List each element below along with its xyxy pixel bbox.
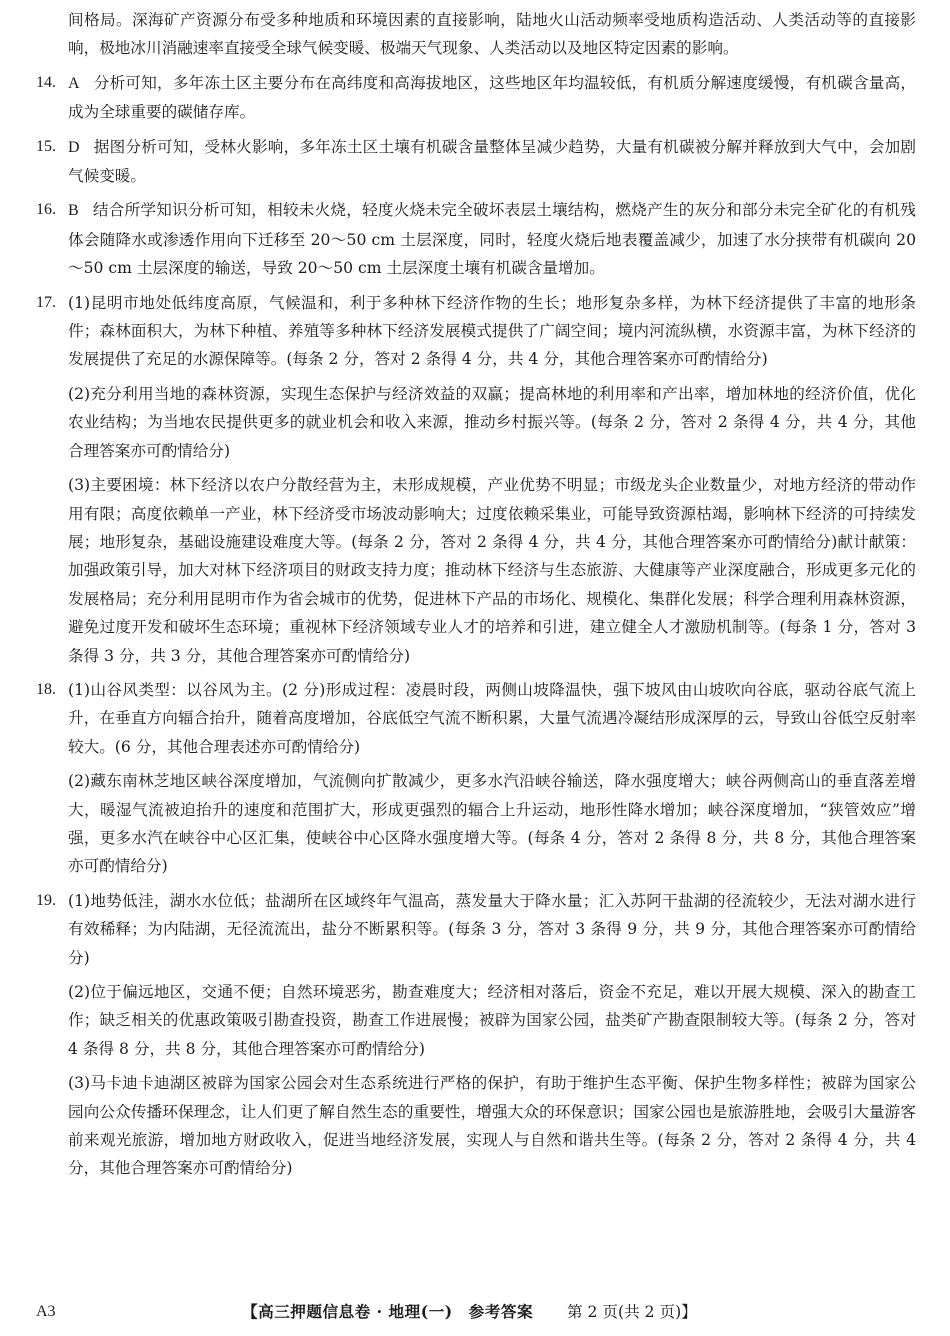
question-number: 15. (36, 137, 56, 155)
footer-title: 【高三押题信息卷 · 地理(一) 参考答案 (242, 1302, 534, 1321)
answer-content (36, 6, 916, 1189)
sub-answer-2: (2)位于偏远地区，交通不便；自然环境恶劣，勘查难度大；经济相对落后，资金不充足，难以开展大规模、深入的勘查工作；缺乏相关的优惠政策吸引勘查投资，勘查工作进展慢；被辟为国家公园，盐类矿产勘查限制较大等。(每条 2 分，答对 4 条得 8 分，共 8 分，其他合理答案亦可酌情给分) (68, 983, 916, 1058)
page-footer (36, 1298, 916, 1322)
answer-text (68, 69, 916, 127)
sub-answer-3: (3)马卡迪卡迪湖区被辟为国家公园会对生态系统进行严格的保护，有助于维护生态平衡、保护生物多样性；被辟为国家公园向公众传播环保理念，让人们更了解自然生态的重要性，增强大众的环保意识；国家公园也是旅游胜地，会吸引大量游客前来观光旅游，增加地方财政收入，促进当地经济发展，实现人与自然和谐共生等。(每条 2 分，答对 2 条得 4 分，共 4 分，其他合理答案亦可酌情给分) (68, 1074, 916, 1178)
answer-text (68, 196, 916, 282)
question-number: 14. (36, 73, 56, 91)
sub-answer-1: (1)地势低洼，湖水水位低；盐湖所在区域终年气温高，蒸发量大于降水量；汇入苏阿干盐湖的径流较少，无法对湖水进行有效稀释；为内陆湖，无径流流出，盐分不断累积等。(每条 3 分，答对 3 条得 9 分，共 9 分，其他合理答案亦可酌情给分) (68, 891, 916, 967)
answer-choice: D (68, 138, 80, 156)
question-18 (36, 676, 916, 881)
question-number: 16. (36, 201, 56, 219)
sub-answer-1: (1)昆明市地处低纬度高原，气候温和，利于多种林下经济作物的生长；地形复杂多样，为林下经济提供了丰富的地形条件；森林面积大，为林下种植、养殖等多种林下经济发展模式提供了广阔空间；境内河流纵横，水资源丰富，为林下经济的发展提供了充足的水源保障等。(每条 2 分，答对 2 条得 4 分，共 4 分，其他合理答案亦可酌情给分) (68, 293, 916, 369)
question-15 (36, 133, 916, 191)
question-17 (36, 289, 916, 670)
question-number: 17. (36, 293, 56, 311)
sub-answer-2: (2)充分利用当地的森林资源，实现生态保护与经济效益的双赢；提高林地的利用率和产出率，增加林地的经济价值，优化农业结构；为当地农民提供更多的就业机会和收入来源，推动乡村振兴等。(每条 2 分，答对 2 条得 4 分，共 4 分，其他合理答案亦可酌情给分) (68, 384, 916, 460)
page-number: 第 2 页(共 2 页)】 (567, 1303, 697, 1321)
answer-text (68, 133, 916, 191)
sub-answer-2: (2)藏东南林芝地区峡谷深度增加，气流侧向扩散减少，更多水汽沿峡谷输送，降水强度增大；峡谷两侧高山的垂直落差增大，暖湿气流被迫抬升的速度和范围扩大，形成更强烈的辐合上升运动，地形性降水增加；峡谷深度增加，“狭管效应”增强，更多水汽在峡谷中心区汇集，使峡谷中心区降水强度增大等。(每条 4 分，答对 2 条得 8 分，共 8 分，其他合理答案亦可酌情给分) (68, 772, 916, 876)
explanation: 结合所学知识分析可知，相较未火烧，轻度火烧未完全破坏表层土壤结构，燃烧产生的灰分和部分未完全矿化的有机残体会随降水或渗透作用向下迁移至 20～50 cm 土层深度，同时，轻度火烧后地表覆盖减少，加速了水分挟带有机碳向 20～50 cm 土层深度的输送，导致 20～50 cm 土层深度土壤有机碳含量增加。 (68, 201, 916, 278)
question-number: 18. (36, 680, 56, 698)
explanation: 分析可知，多年冻土区主要分布在高纬度和高海拔地区，这些地区年均温较低，有机质分解速度缓慢，有机碳含量高，成为全球重要的碳储存库。 (68, 73, 916, 122)
explanation: 据图分析可知，受林火影响，多年冻土区土壤有机碳含量整体呈减少趋势，大量有机碳被分解并释放到大气中，会加剧气候变暖。 (68, 137, 916, 186)
sub-answer-3: (3)主要困境：林下经济以农户分散经营为主，未形成规模，产业优势不明显；市级龙头企业数量少，对地方经济的带动作用有限；高度依赖单一产业，林下经济受市场波动影响大；过度依赖采集业，可能导致资源枯竭，影响林下经济的可持续发展；地形复杂，基础设施建设难度大等。(每条 2 分，答对 2 条得 4 分，共 4 分，其他合理答案亦可酌情给分)献计献策：加强政策引导，加大对林下经济项目的财政支持力度；推动林下经济与生态旅游、大健康等产业深度融合，形成更多元化的发展格局；充分利用昆明市作为省会城市的优势，促进林下产品的市场化、规模化、集群化发展；科学合理利用森林资源，避免过度开发和破坏生态环境；重视林下经济领域专业人才的培养和引进，建立健全人才激励机制等。(每条 1 分，答对 3 条得 3 分，共 3 分，其他合理答案亦可酌情给分) (68, 476, 916, 665)
sub-answer-1: (1)山谷风类型：以谷风为主。(2 分)形成过程：凌晨时段，两侧山坡降温快，强下坡风由山坡吹向谷底，驱动谷底气流上升，在垂直方向辐合抬升，随着高度增加，谷底低空气流不断积累，大量气流遇冷凝结形成深厚的云，导致山谷低空反射率较大。(6 分，其他合理表述亦可酌情给分) (68, 680, 916, 756)
question-14 (36, 69, 916, 127)
answer-choice: B (68, 202, 79, 220)
paper-size-code: A3 (36, 1303, 56, 1320)
question-number: 19. (36, 891, 56, 909)
continued-paragraph: 间格局。深海矿产资源分布受多种地质和环境因素的直接影响，陆地火山活动频率受地质构造活动、人类活动等的直接影响，极地冰川消融速率直接受全球气候变暖、极端天气现象、人类活动以及地区特定因素的影响。 (68, 11, 916, 58)
question-16 (36, 196, 916, 282)
answer-choice: A (68, 74, 80, 92)
question-19 (36, 887, 916, 1183)
